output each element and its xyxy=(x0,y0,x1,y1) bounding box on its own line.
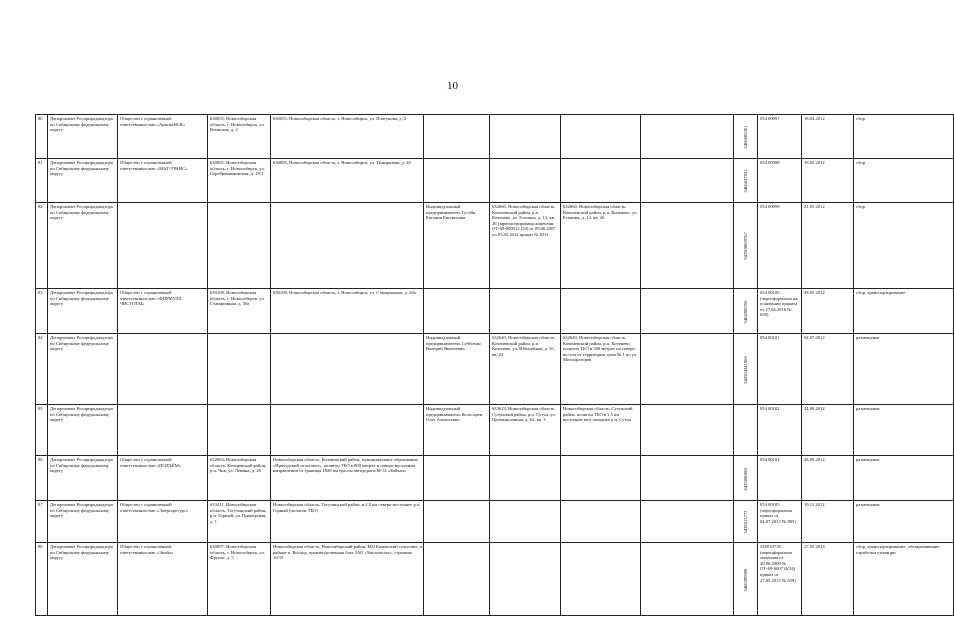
license-date: 28.09.2012 xyxy=(802,456,854,501)
organization-name: Общество с ограниченной ответственностью «МАГ-ТРАНС» xyxy=(118,159,208,203)
organization-name xyxy=(118,334,208,405)
entrepreneur-site-address xyxy=(561,501,641,543)
activity-type: размещение xyxy=(854,334,954,405)
organization-address xyxy=(208,334,271,405)
activity-site-address xyxy=(271,405,424,456)
entrepreneur-address xyxy=(490,159,561,203)
license-number: 054 00104 xyxy=(758,456,802,501)
activity-type: сбор, транспортирование, обезвреживание отработки утиляции xyxy=(854,543,954,616)
entrepreneur-site-address xyxy=(561,115,641,159)
activity-site-address: Новосибирская область, Тогучинский район, в 2,5 км северо-восточнее р.п. Горный (полигон ТБО) xyxy=(271,501,424,543)
organization-address: 630108, Новосибирская область, г. Новосибирск, ул. Станционная, д. 30а xyxy=(208,289,271,334)
entrepreneur-site-address xyxy=(561,543,641,616)
entrepreneur-address: 632660, Новосибирская область, Коченевский район, р.п. Коченево, ул. Есенина, д. 13, кв. 26 (зарегистрирована лицензия ОТ-69-000912 (54) от 09.06.2007 по 05.05.2012 приказ № 823) xyxy=(490,203,561,289)
license-registry-table xyxy=(35,114,954,616)
entrepreneur-address xyxy=(490,501,561,543)
activity-type: размещение xyxy=(854,456,954,501)
inn-code: 5406685301 xyxy=(734,115,758,159)
entrepreneur-site-address xyxy=(561,159,641,203)
row-number: 82 xyxy=(36,203,48,289)
page-number: 10 xyxy=(447,80,458,92)
table-row xyxy=(36,405,954,456)
row-number: 85 xyxy=(36,405,48,456)
table-row xyxy=(36,289,954,334)
license-date: 27.05.2013 xyxy=(802,543,854,616)
entrepreneur-address: 632640, Новосибирская область, Коченевский район, р.п. Коченево, ул. Юбилейная, д. 5б, кв. 23 xyxy=(490,334,561,405)
activity-type: сбор, транспортирование xyxy=(854,289,954,334)
blank-cell xyxy=(641,543,734,616)
entrepreneur-name: Индивидуальный предприниматель Субботин Валерий Яковлевич xyxy=(424,334,490,405)
entrepreneur-site-address: 632640, Новосибирская область, Коченевский район, р.п. Коченево, полигон ТБО в 500 метрах на северо-восток от территории дома № 1 по ул. Мелиораторов xyxy=(561,334,641,405)
organization-address: 630007, Новосибирская область, г. Новосибирск, ул. Фрунзе, д. 5 xyxy=(208,543,271,616)
license-number: 054 00105 (переоформлена приказ от 04.07.2013 № 885) xyxy=(758,501,802,543)
activity-type: сбор xyxy=(854,203,954,289)
issuing-authority: Департамент Росприроднадзора по Сибирскому федеральному округу xyxy=(48,456,118,501)
organization-address xyxy=(208,203,271,289)
issuing-authority: Департамент Росприроднадзора по Сибирскому федеральному округу xyxy=(48,115,118,159)
entrepreneur-site-address xyxy=(561,456,641,501)
license-date: 28.05.2012 xyxy=(802,289,854,334)
entrepreneur-address xyxy=(490,115,561,159)
license-date: 04.07.2012 xyxy=(802,334,854,405)
table-row xyxy=(36,334,954,405)
organization-address: 630005, Новосибирская область, г. Новосибирск, ул. Серебренниковская, д. 19/1 xyxy=(208,159,271,203)
entrepreneur-site-address: Новосибирская область, Сузунский район, полигон ТБО в 1,5 км восточнее юго-западнее р.п. Сузун xyxy=(561,405,641,456)
entrepreneur-name xyxy=(424,456,490,501)
inn-code: 5438313772 xyxy=(734,501,758,543)
license-number: 054 00097 xyxy=(758,115,802,159)
table-row xyxy=(36,203,954,289)
organization-address xyxy=(208,405,271,456)
blank-cell xyxy=(641,405,734,456)
inn-code: 542508069767 xyxy=(734,203,758,289)
license-number: 054 00101 xyxy=(758,334,802,405)
inn-code: 5406627831 xyxy=(734,159,758,203)
entrepreneur-name: Индивидуальный предприниматель Гусейн Евгения Евгеньевна xyxy=(424,203,490,289)
activity-site-address: 630005, Новосибирская область, г. Новосибирск, ул. Тимирязева, д. 26 xyxy=(271,159,424,203)
license-date: 21.05.2012 xyxy=(802,203,854,289)
issuing-authority: Департамент Росприроднадзора по Сибирскому федеральному округу xyxy=(48,289,118,334)
activity-type: сбор xyxy=(854,115,954,159)
row-number: 86 xyxy=(36,456,48,501)
activity-type: сбор xyxy=(854,159,954,203)
organization-name: Общество с ограниченной ответственностью «ФОРМУЛА ЧИСТОТЫ» xyxy=(118,289,208,334)
row-number: 84 xyxy=(36,334,48,405)
license-number: 5400107/П (переоформлена лицензия от 30.06.2009 № ОТ-69-000714(54) приказ от 27.05.2013 № 658) xyxy=(758,543,802,616)
blank-cell xyxy=(641,115,734,159)
issuing-authority: Департамент Росприроднадзора по Сибирскому федеральному округу xyxy=(48,543,118,616)
license-number: 054 00098 xyxy=(758,159,802,203)
license-date: 18.04.2012 xyxy=(802,115,854,159)
table-row xyxy=(36,456,954,501)
entrepreneur-name xyxy=(424,289,490,334)
entrepreneur-site-address: 632660, Новосибирская область, Коченевский район, р.п. Коченево, ул. Есенина, д. 13, кв. 26 xyxy=(561,203,641,289)
organization-name: Общество с ограниченной ответственностью «Экойл» xyxy=(118,543,208,616)
table-row xyxy=(36,115,954,159)
row-number: 80 xyxy=(36,115,48,159)
issuing-authority: Департамент Росприроднадзора по Сибирскому федеральному округу xyxy=(48,159,118,203)
organization-address: 632663, Новосибирская область, Коченевский район, р.п. Чик, ул. Ленина, д. 26 xyxy=(208,456,271,501)
entrepreneur-name: Индивидуальный предприниматель Колосарев Олег Алексеевич xyxy=(424,405,490,456)
entrepreneur-name xyxy=(424,501,490,543)
organization-address: 633411, Новосибирская область, Тогучинский район, р.п. Горный, ул. Пионерская, д. 1 xyxy=(208,501,271,543)
activity-site-address xyxy=(271,203,424,289)
entrepreneur-address xyxy=(490,289,561,334)
blank-cell xyxy=(641,456,734,501)
blank-cell xyxy=(641,501,734,543)
entrepreneur-address xyxy=(490,543,561,616)
organization-address: 630055, Новосибирская область, г. Новосибирск, ул. Воинская, д. 2 xyxy=(208,115,271,159)
issuing-authority: Департамент Росприроднадзора по Сибирскому федеральному округу xyxy=(48,501,118,543)
inn-code: 5404288706 xyxy=(734,289,758,334)
table-row xyxy=(36,159,954,203)
activity-site-address xyxy=(271,334,424,405)
license-number: 054 00102 xyxy=(758,405,802,456)
blank-cell xyxy=(641,203,734,289)
license-date: 24.08.2012 xyxy=(802,405,854,456)
entrepreneur-name xyxy=(424,543,490,616)
activity-type: размещение xyxy=(854,501,954,543)
row-number: 81 xyxy=(36,159,48,203)
entrepreneur-address: 633623, Новосибирская область, Сузунский район, р.п. Сузун, ул. Промышленная, д. 62, кв. 3 xyxy=(490,405,561,456)
inn-code: 542504341966 xyxy=(734,334,758,405)
license-number: 054 00099 xyxy=(758,203,802,289)
row-number: 87 xyxy=(36,501,48,543)
table-row xyxy=(36,501,954,543)
table-row xyxy=(36,543,954,616)
issuing-authority: Департамент Росприроднадзора по Сибирскому федеральному округу xyxy=(48,334,118,405)
row-number: 88 xyxy=(36,543,48,616)
entrepreneur-site-address xyxy=(561,289,641,334)
organization-name xyxy=(118,405,208,456)
issuing-authority: Департамент Росприроднадзора по Сибирскому федеральному округу xyxy=(48,203,118,289)
activity-site-address: Новосибирская область, Коченевский район, муниципальное образование «Прокудский сельсовет», полигон ТБО в 800 метрах в северо-восточном направлении от границы 1829 км трассы автодороги М-51 «Байкал» xyxy=(271,456,424,501)
entrepreneur-name xyxy=(424,115,490,159)
license-date: 18.05.2012 xyxy=(802,159,854,203)
entrepreneur-name xyxy=(424,159,490,203)
activity-site-address: 630108, Новосибирская область, г. Новосибирск, ул. Станционная, д. 30а xyxy=(271,289,424,334)
activity-type: размещение xyxy=(854,405,954,456)
entrepreneur-address xyxy=(490,456,561,501)
organization-name: Общество с ограниченной ответственностью «ПОДЪЁМ» xyxy=(118,456,208,501)
blank-cell xyxy=(641,334,734,405)
activity-site-address: 630055, Новосибирская область, г. Новосибирск, ул. Платунова, д. 2 xyxy=(271,115,424,159)
inn-code: 5425000865 xyxy=(734,456,758,501)
blank-cell xyxy=(641,289,734,334)
license-number: 054 00100 (переоформлена на основании приказа от 27.04.2016 № 630) xyxy=(758,289,802,334)
activity-site-address: Новосибирская область, Новосибирский район, МО Каменский сельсовет, в районе п. Восход, производственная база ЗАО «Чистополье», строение 10/15 xyxy=(271,543,424,616)
organization-name xyxy=(118,203,208,289)
inn-code: 5406399098 xyxy=(734,543,758,616)
issuing-authority: Департамент Росприроднадзора по Сибирскому федеральному округу xyxy=(48,405,118,456)
license-date: 19.11.2012 xyxy=(802,501,854,543)
row-number: 83 xyxy=(36,289,48,334)
organization-name: Общество с ограниченной ответственностью «Энергоресурс» xyxy=(118,501,208,543)
blank-cell xyxy=(641,159,734,203)
inn-code xyxy=(734,405,758,456)
organization-name: Общество с ограниченной ответственностью «АрктикНСК» xyxy=(118,115,208,159)
